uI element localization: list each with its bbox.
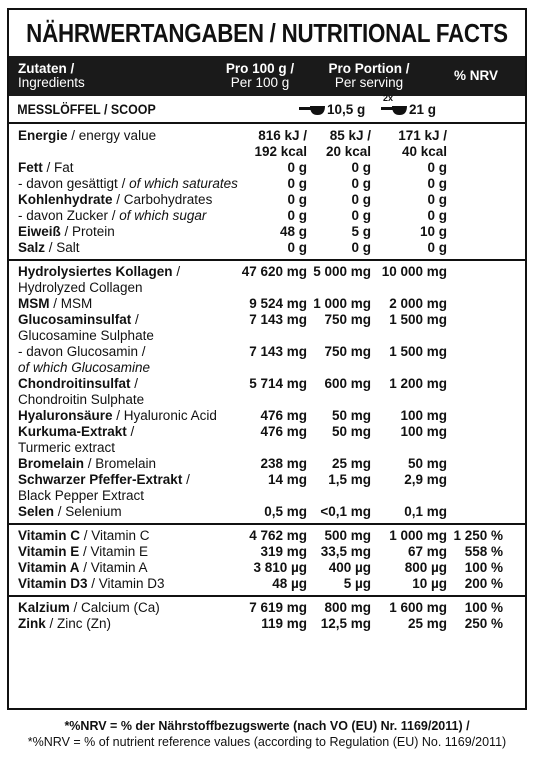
value-portion1: 750 mg xyxy=(324,312,371,327)
table-row xyxy=(9,128,525,160)
value-portion2: 0,1 mg xyxy=(404,504,447,519)
header-per-100g: Pro 100 g / Per 100 g xyxy=(225,61,295,90)
nutrient-name: Schwarzer Pfeffer-Extrakt / Black Pepper Extract xyxy=(18,472,190,503)
value-portion1: 12,5 mg xyxy=(320,616,371,631)
value-portion1: 5 g xyxy=(351,224,371,239)
nutrient-name: Vitamin A / Vitamin A xyxy=(18,560,148,575)
value-per100: 119 mg xyxy=(261,616,307,631)
nutrient-name: Hyaluronsäure / Hyaluronic Acid xyxy=(18,408,217,423)
header-ingredients: Zutaten / Ingredients xyxy=(18,61,85,90)
nutrient-name: Chondroitinsulfat / Chondroitin Sulphate xyxy=(18,376,145,407)
table-row xyxy=(9,264,525,296)
footnote-german: *%NRV = % der Nährstoffbezugswerte (nach VO (EU) Nr. 1169/2011) / xyxy=(64,719,470,733)
table-row xyxy=(9,160,525,176)
value-portion1: 0 g xyxy=(351,192,371,207)
value-portion2: 67 mg xyxy=(407,544,447,559)
value-portion1: 33,5 mg xyxy=(320,544,371,559)
value-per100: 816 kJ / 192 kcal xyxy=(254,128,307,159)
value-portion2: 171 kJ / 40 kcal xyxy=(398,128,447,159)
value-portion1: 5 µg xyxy=(343,576,371,591)
nutrition-facts-panel xyxy=(7,8,527,710)
value-per100: 0 g xyxy=(287,160,307,175)
nutrient-name: Zink / Zinc (Zn) xyxy=(18,616,112,631)
double-scoop xyxy=(381,92,461,117)
nutrient-name: Vitamin E / Vitamin E xyxy=(18,544,149,559)
value-nrv: 1 250 % xyxy=(453,528,503,543)
value-portion2: 25 mg xyxy=(407,616,447,631)
value-portion1: 0 g xyxy=(351,160,371,175)
scoop-label: MESSLÖFFEL / SCOOP xyxy=(17,101,156,117)
table-row xyxy=(9,208,525,224)
value-per100: 5 714 mg xyxy=(249,376,307,391)
value-portion1: 750 mg xyxy=(324,344,371,359)
value-portion2: 10 µg xyxy=(412,576,447,591)
value-portion1: <0,1 mg xyxy=(320,504,371,519)
nutrient-name: Eiweiß / Protein xyxy=(18,224,115,239)
value-portion1: 600 mg xyxy=(324,376,371,391)
nutrient-name: Vitamin C / Vitamin C xyxy=(18,528,150,543)
value-per100: 9 524 mg xyxy=(249,296,307,311)
value-portion1: 800 mg xyxy=(324,600,371,615)
table-row xyxy=(9,576,525,592)
value-per100: 14 mg xyxy=(267,472,307,487)
table-row xyxy=(9,192,525,208)
value-per100: 7 143 mg xyxy=(249,312,307,327)
value-per100: 0 g xyxy=(287,192,307,207)
scoop-icon xyxy=(299,102,325,116)
value-portion1: 400 µg xyxy=(328,560,371,575)
nutrient-name: Energie / energy value xyxy=(18,128,157,143)
nutrient-name: Kurkuma-Extrakt / Turmeric extract xyxy=(18,424,135,455)
value-nrv: 250 % xyxy=(464,616,503,631)
value-portion2: 10 000 mg xyxy=(381,264,447,279)
table-row xyxy=(9,408,525,424)
value-portion2: 1 500 mg xyxy=(389,312,447,327)
value-portion2: 10 g xyxy=(419,224,447,239)
value-portion1: 500 mg xyxy=(324,528,371,543)
table-row xyxy=(9,544,525,560)
nutrition-table-body xyxy=(9,124,525,635)
value-portion2: 0 g xyxy=(427,176,447,191)
table-row xyxy=(9,616,525,632)
value-per100: 48 µg xyxy=(272,576,307,591)
nutrient-name: Fett / Fat xyxy=(18,160,74,175)
value-per100: 476 mg xyxy=(260,408,307,423)
value-nrv: 558 % xyxy=(464,544,503,559)
value-portion2: 100 mg xyxy=(400,408,447,423)
double-scoop-amount: 21 g xyxy=(409,101,437,117)
value-portion1: 0 g xyxy=(351,208,371,223)
value-portion1: 1,5 mg xyxy=(328,472,371,487)
table-row xyxy=(9,424,525,456)
nutrient-name: Glucosaminsulfat / Glucosamine Sulphate xyxy=(18,312,154,343)
nutrient-name: Hydrolysiertes Kollagen / Hydrolyzed Collagen xyxy=(18,264,181,295)
value-portion1: 0 g xyxy=(351,176,371,191)
footnote-english: *%NRV = % of nutrient reference values (according to Regulation (EU) No. 1169/2011) xyxy=(27,735,507,749)
table-section xyxy=(9,525,525,597)
value-portion1: 50 mg xyxy=(331,408,371,423)
value-nrv: 100 % xyxy=(464,600,503,615)
nutrient-name: Bromelain / Bromelain xyxy=(18,456,157,471)
table-section xyxy=(9,261,525,525)
value-portion2: 800 µg xyxy=(404,560,447,575)
table-row xyxy=(9,376,525,408)
table-row xyxy=(9,344,525,376)
value-per100: 0 g xyxy=(287,208,307,223)
nutrient-name: Kalzium / Calcium (Ca) xyxy=(18,600,160,615)
value-per100: 319 mg xyxy=(260,544,307,559)
value-portion2: 0 g xyxy=(427,208,447,223)
table-row xyxy=(9,560,525,576)
table-row xyxy=(9,528,525,544)
table-row xyxy=(9,472,525,504)
page-title: NÄHRWERTANGABEN / NUTRITIONAL FACTS xyxy=(26,17,508,48)
nutrient-name: - davon gesättigt / of which saturates xyxy=(18,176,238,191)
double-scoop-multiplier: 2x xyxy=(383,92,394,103)
value-per100: 0,5 mg xyxy=(264,504,307,519)
value-portion1: 1 000 mg xyxy=(313,296,371,311)
value-per100: 7 619 mg xyxy=(249,600,307,615)
scoop-icon xyxy=(381,102,407,116)
nutrient-name: MSM / MSM xyxy=(18,296,93,311)
value-per100: 47 620 mg xyxy=(241,264,307,279)
table-header xyxy=(9,56,525,96)
nutrient-name: Kohlenhydrate / Carbohydrates xyxy=(18,192,213,207)
value-portion2: 2 000 mg xyxy=(389,296,447,311)
value-portion2: 1 600 mg xyxy=(389,600,447,615)
value-portion1: 0 g xyxy=(351,240,371,255)
table-section xyxy=(9,597,525,635)
table-row xyxy=(9,600,525,616)
nutrient-name: Selen / Selenium xyxy=(18,504,122,519)
table-row xyxy=(9,224,525,240)
value-portion2: 1 500 mg xyxy=(389,344,447,359)
value-per100: 0 g xyxy=(287,176,307,191)
table-row xyxy=(9,176,525,192)
value-per100: 48 g xyxy=(279,224,307,239)
value-portion1: 25 mg xyxy=(331,456,371,471)
value-portion2: 0 g xyxy=(427,240,447,255)
value-portion1: 85 kJ / 20 kcal xyxy=(325,128,371,159)
scoop-row xyxy=(9,92,525,124)
single-scoop-amount: 10,5 g xyxy=(327,101,366,117)
value-portion2: 0 g xyxy=(427,160,447,175)
value-per100: 0 g xyxy=(287,240,307,255)
value-per100: 238 mg xyxy=(260,456,307,471)
value-portion1: 5 000 mg xyxy=(313,264,371,279)
value-portion2: 1 000 mg xyxy=(389,528,447,543)
value-portion1: 50 mg xyxy=(331,424,371,439)
table-row xyxy=(9,504,525,520)
nutrient-name: - davon Glucosamin / of which Glucosamine xyxy=(18,344,151,375)
nutrient-name: - davon Zucker / of which sugar xyxy=(18,208,207,223)
table-section xyxy=(9,124,525,261)
single-scoop xyxy=(299,102,381,117)
value-nrv: 200 % xyxy=(464,576,503,591)
table-row xyxy=(9,296,525,312)
nrv-footnote xyxy=(0,718,534,750)
table-row xyxy=(9,240,525,256)
value-portion2: 100 mg xyxy=(400,424,447,439)
nutrient-name: Salz / Salt xyxy=(18,240,80,255)
header-nrv: % NRV xyxy=(453,68,498,83)
value-per100: 4 762 mg xyxy=(249,528,307,543)
table-row xyxy=(9,312,525,344)
value-portion2: 2,9 mg xyxy=(404,472,447,487)
value-portion2: 0 g xyxy=(427,192,447,207)
header-per-serving: Pro Portion / Per serving xyxy=(328,61,410,90)
value-portion2: 1 200 mg xyxy=(389,376,447,391)
value-per100: 476 mg xyxy=(260,424,307,439)
nutrient-name: Vitamin D3 / Vitamin D3 xyxy=(18,576,165,591)
table-row xyxy=(9,456,525,472)
value-nrv: 100 % xyxy=(464,560,503,575)
value-per100: 3 810 µg xyxy=(253,560,307,575)
value-per100: 7 143 mg xyxy=(249,344,307,359)
value-portion2: 50 mg xyxy=(407,456,447,471)
